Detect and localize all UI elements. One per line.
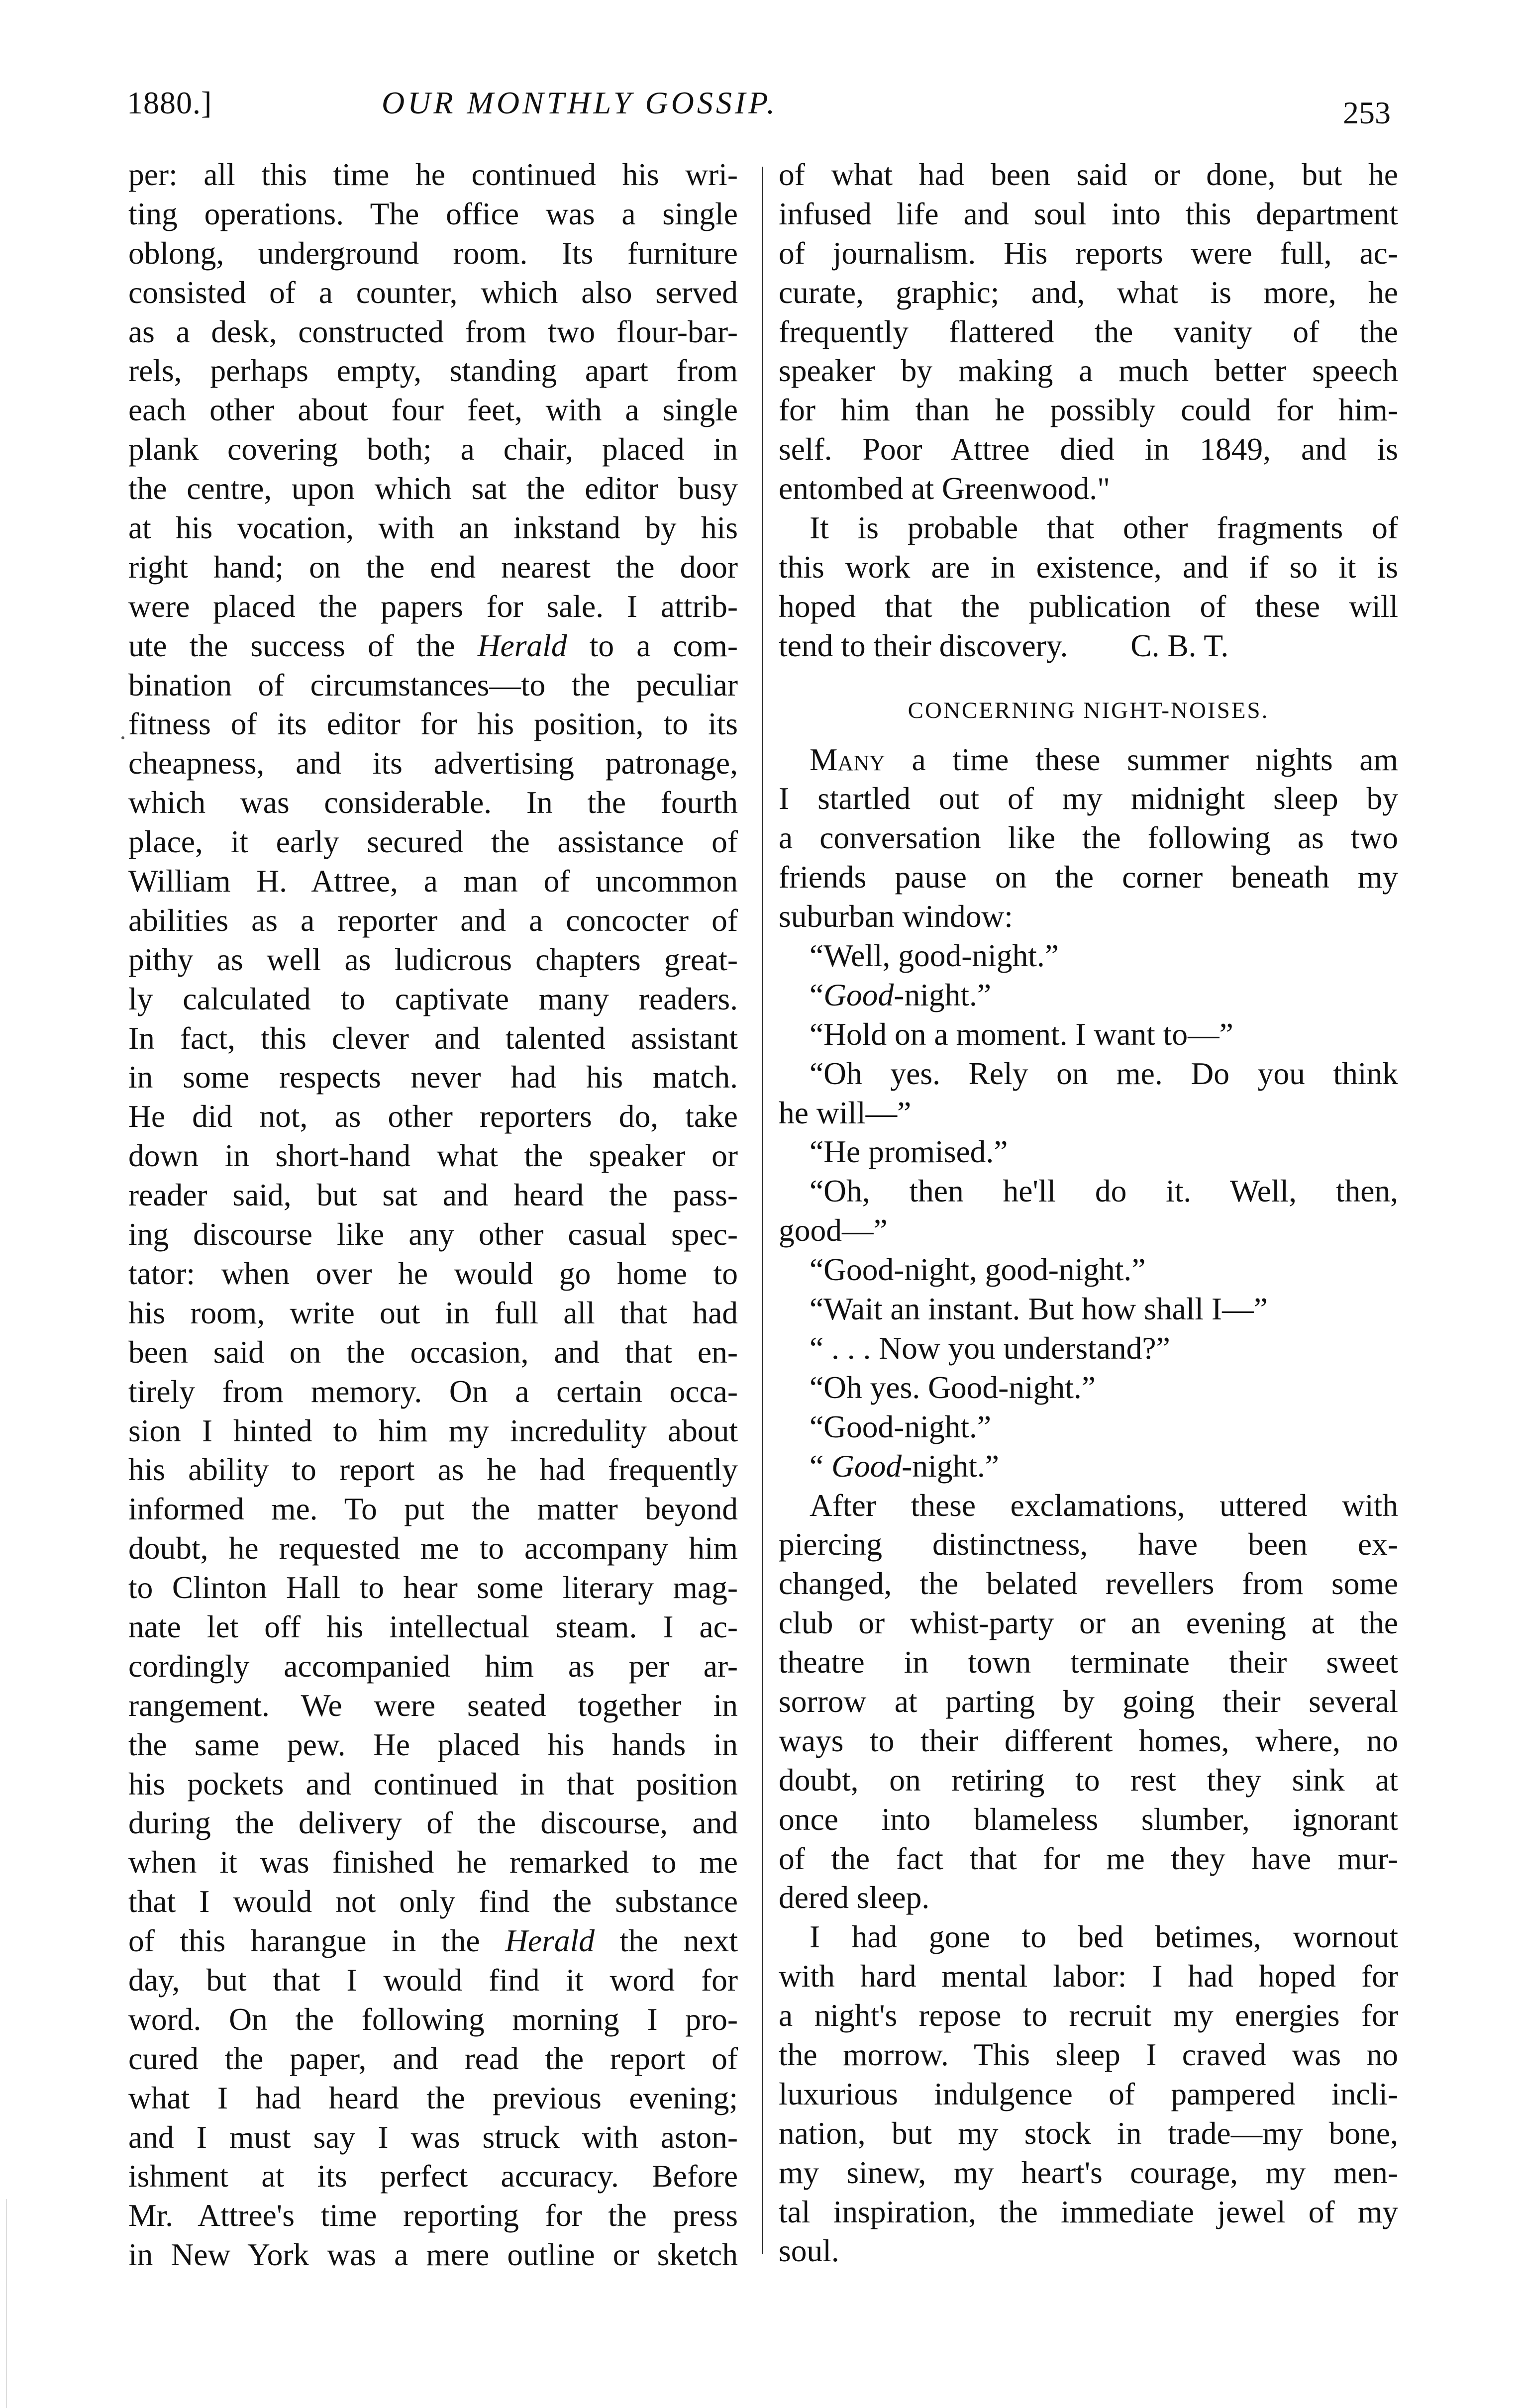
line-text: in New York was a mere outline or sketch (128, 2237, 738, 2273)
quote-line (779, 195, 1398, 234)
left-column-line (128, 2000, 738, 2039)
left-column-line (128, 587, 738, 626)
line-text: club or whist-party or an evening at the (779, 1605, 1398, 1641)
final-line (779, 1917, 1398, 1957)
line-text: sorrow at parting by going their several (779, 1683, 1398, 1719)
left-column-line (128, 1843, 738, 1882)
right-column (779, 155, 1398, 2271)
line-text: each other about four feet, with a single (128, 392, 738, 428)
line-text: cured the paper, and read the report of (128, 2040, 738, 2076)
left-column-line (128, 666, 738, 705)
dialogue-line (779, 1211, 1398, 1250)
line-text: once into blameless slumber, ignorant (779, 1801, 1398, 1837)
after-line (779, 1604, 1398, 1643)
after-line (779, 1643, 1398, 1682)
line-text: “ . . . Now you understand?” (810, 1330, 1170, 1366)
line-text: nation, but my stock in trade—my bone, (779, 2115, 1398, 2151)
line-text: as a desk, constructed from two flour-bar- (128, 313, 738, 349)
line-text: down in short-hand what the speaker or (128, 1138, 738, 1174)
line-text: infused life and soul into this department (779, 196, 1398, 231)
left-column-line (128, 1176, 738, 1215)
line-text: right hand; on the end nearest the door (128, 549, 738, 585)
dialogue-block (779, 936, 1398, 1486)
dialogue-line (779, 936, 1398, 976)
final-line (779, 2231, 1398, 2271)
left-column-line (128, 1882, 738, 1921)
left-column-line (128, 1333, 738, 1372)
final-line (779, 1957, 1398, 1996)
line-text: the morrow. This sleep I craved was no (779, 2036, 1398, 2072)
line-text: of journalism. His reports were full, ac- (779, 235, 1398, 271)
line-text: curate, graphic; and, what is more, he (779, 274, 1398, 310)
quote-line (779, 351, 1398, 391)
line-text: nate let off his intellectual steam. I ac- (128, 1608, 738, 1644)
italic-emphasis: Herald (505, 1923, 595, 1959)
line-text: “Good-night.” (810, 1408, 992, 1444)
line-text: “ (810, 977, 824, 1012)
left-column-line (128, 508, 738, 548)
left-column-line (128, 155, 738, 195)
line-text: place, it early secured the assistance of (128, 824, 738, 860)
quote-line (779, 430, 1398, 469)
line-text: “Wait an instant. But how shall I—” (810, 1291, 1268, 1327)
line-text: his room, write out in full all that had (128, 1295, 738, 1330)
left-column-line (128, 391, 738, 430)
dialogue-line (779, 1329, 1398, 1368)
running-head-title: OUR MONTHLY GOSSIP. (381, 85, 778, 120)
left-column-line (128, 548, 738, 587)
closing-line (779, 548, 1398, 587)
line-text: fitness of its editor for his position, to its (128, 706, 738, 742)
left-column-line (128, 2118, 738, 2157)
line-text: with hard mental labor: I had hoped for (779, 1958, 1398, 1994)
line-text: -night.” (894, 977, 992, 1012)
closing-line (779, 587, 1398, 626)
left-column-line (128, 1921, 738, 1961)
dialogue-line (779, 1094, 1398, 1133)
left-column-line (128, 1725, 738, 1765)
opening-smallcaps-word: Many (810, 741, 885, 777)
line-text: tirely from memory. On a certain occa- (128, 1373, 738, 1409)
after-line (779, 1800, 1398, 1839)
line-text: I startled out of my midnight sleep by (779, 781, 1398, 816)
line-text: self. Poor Attree died in 1849, and is (779, 431, 1398, 467)
dialogue-line (779, 1407, 1398, 1447)
quote-line (779, 312, 1398, 352)
closing-paragraph (779, 508, 1398, 626)
left-column-line (128, 626, 738, 666)
line-text: piercing distinctness, have been ex- (779, 1526, 1398, 1562)
opening-line (779, 740, 1398, 780)
final-line (779, 2035, 1398, 2075)
left-column (128, 155, 738, 2275)
quote-line (779, 273, 1398, 312)
left-column-line (128, 1136, 738, 1176)
line-text: frequently flattered the vanity of the (779, 313, 1398, 349)
after-line (779, 1721, 1398, 1761)
line-text: doubt, on retiring to rest they sink at (779, 1762, 1398, 1798)
after-line (779, 1525, 1398, 1564)
line-text: suburban window: (779, 899, 1013, 934)
dialogue-line (779, 1172, 1398, 1211)
italic-emphasis: Good (831, 1448, 902, 1484)
opening-line (779, 897, 1398, 936)
line-text: cheapness, and its advertising patronage, (128, 745, 738, 781)
line-text: pithy as well as ludicrous chapters great- (128, 941, 738, 977)
left-column-line (128, 901, 738, 940)
left-column-line (128, 2196, 738, 2235)
dialogue-line (779, 1054, 1398, 1094)
line-text: doubt, he requested me to accompany him (128, 1530, 738, 1566)
after-line (779, 1839, 1398, 1879)
line-text: tator: when over he would go home to (128, 1255, 738, 1291)
line-text: “Oh, then he'll do it. Well, then, (810, 1173, 1398, 1209)
line-text: per: all this time he continued his wri- (128, 157, 738, 192)
line-text: of this harangue in the (128, 1923, 506, 1959)
line-text: “Well, good-night.” (810, 938, 1059, 974)
line-text: cordingly accompanied him as per ar- (128, 1648, 738, 1684)
left-column-line (128, 1411, 738, 1451)
left-column-line (128, 1215, 738, 1254)
line-text: entombed at Greenwood." (779, 471, 1111, 506)
final-line (779, 2114, 1398, 2153)
line-text: dered sleep. (779, 1880, 930, 1915)
line-text: ways to their different homes, where, no (779, 1722, 1398, 1758)
left-column-line (128, 704, 738, 744)
final-line (779, 2193, 1398, 2232)
line-text: word. On the following morning I pro- (128, 2001, 738, 2037)
line-text: “Oh yes. Good-night.” (810, 1369, 1096, 1405)
line-text: Mr. Attree's time reporting for the press (128, 2198, 738, 2233)
line-text: tal inspiration, the immediate jewel of my (779, 2194, 1398, 2229)
left-column-line (128, 1254, 738, 1294)
line-text: ing discourse like any other casual spec- (128, 1216, 738, 1252)
left-column-line (128, 1097, 738, 1136)
left-column-line (128, 1058, 738, 1097)
line-text: good—” (779, 1212, 888, 1248)
opening-line-text: a time these summer nights am (885, 741, 1398, 777)
final-line (779, 1996, 1398, 2035)
opening-line (779, 858, 1398, 897)
line-text: were placed the papers for sale. I attrib- (128, 588, 738, 624)
line-text: that I would not only find the substance (128, 1884, 738, 1919)
opening-paragraph (779, 779, 1398, 936)
line-text: the next (594, 1923, 738, 1959)
line-text: rels, perhaps empty, standing apart from (128, 353, 738, 389)
final-line (779, 2075, 1398, 2114)
left-column-line (128, 1607, 738, 1647)
left-column-line (128, 1961, 738, 2000)
left-column-line (128, 273, 738, 312)
line-text: for him than he possibly could for him- (779, 392, 1398, 428)
line-text: “ (810, 1448, 832, 1484)
left-column-line (128, 195, 738, 234)
line-text: ting operations. The office was a single (128, 196, 738, 231)
line-text: which was considerable. In the fourth (128, 785, 738, 820)
left-column-line (128, 1686, 738, 1725)
left-column-line (128, 744, 738, 783)
line-text: oblong, underground room. Its furniture (128, 235, 738, 271)
line-text: at his vocation, with an inkstand by his (128, 510, 738, 546)
line-text: “Hold on a moment. I want to—” (810, 1016, 1233, 1052)
dialogue-line (779, 1132, 1398, 1172)
left-column-line (128, 980, 738, 1019)
left-column-line (128, 1490, 738, 1529)
line-text: his ability to report as he had frequently (128, 1452, 738, 1488)
line-text: soul. (779, 2233, 839, 2269)
line-text: plank covering both; a chair, placed in (128, 431, 738, 467)
after-line (779, 1761, 1398, 1800)
dialogue-line (779, 976, 1398, 1015)
line-text: It is probable that other fragments of (810, 510, 1398, 546)
line-text: William H. Attree, a man of uncommon (128, 863, 738, 899)
left-column-line (128, 1294, 738, 1333)
page-number: 253 (1343, 95, 1391, 130)
closing-last-text: tend to their discovery. (779, 627, 1068, 663)
print-smudge-mark (121, 736, 124, 739)
line-text: reader said, but sat and heard the pass- (128, 1177, 738, 1213)
line-text: he will—” (779, 1095, 912, 1130)
left-column-line (128, 1529, 738, 1568)
line-text: to Clinton Hall to hear some literary mag- (128, 1570, 738, 1605)
dialogue-line (779, 1368, 1398, 1407)
line-text: what I had heard the previous evening; (128, 2080, 738, 2115)
left-column-line (128, 469, 738, 508)
dialogue-line (779, 1290, 1398, 1329)
closing-line (779, 508, 1398, 548)
running-head-year: 1880.] (127, 85, 212, 120)
line-text: rangement. We were seated together in (128, 1687, 738, 1723)
page-edge-mark (6, 2199, 7, 2408)
line-text: In fact, this clever and talented assistant (128, 1020, 738, 1056)
left-column-line (128, 822, 738, 862)
left-column-line (128, 783, 738, 822)
opening-line (779, 779, 1398, 818)
left-column-line (128, 430, 738, 469)
after-paragraph (779, 1486, 1398, 1918)
line-text: my sinew, my heart's courage, my men- (779, 2154, 1398, 2190)
left-column-line (128, 2079, 738, 2118)
final-paragraph (779, 1917, 1398, 2271)
line-text: when it was finished he remarked to me (128, 1844, 738, 1880)
line-text: consisted of a counter, which also served (128, 274, 738, 310)
left-column-line (128, 1568, 738, 1607)
line-text: of what had been said or done, but he (779, 157, 1398, 192)
after-line (779, 1878, 1398, 1917)
after-line (779, 1486, 1398, 1525)
italic-emphasis: Good (823, 977, 894, 1012)
line-text: “He promised.” (810, 1134, 1008, 1170)
dialogue-line (779, 1250, 1398, 1290)
line-text: friends pause on the corner beneath my (779, 859, 1398, 895)
left-column-line (128, 862, 738, 901)
left-column-line (128, 234, 738, 273)
line-text: I had gone to bed betimes, wornout (810, 1919, 1398, 1955)
running-head (127, 80, 1391, 139)
continued-quote-paragraph (779, 155, 1398, 508)
line-text: informed me. To put the matter beyond (128, 1491, 738, 1527)
line-text: “Oh yes. Rely on me. Do you think (810, 1055, 1398, 1091)
line-text: to a com- (567, 627, 738, 663)
line-text: abilities as a reporter and a concocter of (128, 902, 738, 938)
line-text: ishment at its perfect accuracy. Before (128, 2158, 738, 2194)
section-heading: CONCERNING NIGHT-NOISES. (908, 697, 1269, 723)
line-text: a conversation like the following as two (779, 820, 1398, 856)
column-divider-rule (762, 167, 763, 2254)
left-column-line (128, 2235, 738, 2275)
line-text: this work are in existence, and if so it is (779, 549, 1398, 585)
left-column-line (128, 940, 738, 980)
dialogue-line (779, 1447, 1398, 1486)
line-text: the centre, upon which sat the editor busy (128, 471, 738, 506)
left-column-line (128, 2039, 738, 2079)
line-text: of the fact that for me they have mur- (779, 1840, 1398, 1876)
after-line (779, 1682, 1398, 1721)
quote-line (779, 234, 1398, 273)
opening-line (779, 818, 1398, 858)
line-text: bination of circumstances—to the peculiar (128, 667, 738, 702)
line-text: been said on the occasion, and that en- (128, 1334, 738, 1370)
line-text: hoped that the publication of these will (779, 588, 1398, 624)
quote-line (779, 155, 1398, 195)
left-column-line (128, 1765, 738, 1804)
quote-line (779, 391, 1398, 430)
line-text: -night.” (902, 1448, 999, 1484)
line-text: the same pew. He placed his hands in (128, 1726, 738, 1762)
line-text: day, but that I would find it word for (128, 1962, 738, 1998)
left-column-line (128, 1019, 738, 1058)
quote-line (779, 469, 1398, 508)
closing-last-line (779, 626, 1398, 666)
line-text: sion I hinted to him my incredulity about (128, 1412, 738, 1448)
left-column-line (128, 1804, 738, 1843)
left-column-line (128, 312, 738, 352)
dialogue-line (779, 1015, 1398, 1054)
line-text: luxurious indulgence of pampered incli- (779, 2076, 1398, 2111)
line-text: He did not, as other reporters do, take (128, 1099, 738, 1134)
left-column-line (128, 2157, 738, 2196)
left-column-line (128, 1647, 738, 1686)
signature-initials: C. B. T. (1130, 627, 1229, 663)
line-text: ly calculated to captivate many readers. (128, 981, 738, 1016)
left-column-line (128, 351, 738, 391)
after-line (779, 1564, 1398, 1604)
line-text: a night's repose to recruit my energies for (779, 1998, 1398, 2033)
line-text: during the delivery of the discourse, and (128, 1805, 738, 1841)
line-text: After these exclamations, uttered with (810, 1487, 1398, 1523)
left-column-line (128, 1372, 738, 1411)
line-text: ute the success of the (128, 627, 478, 663)
line-text: his pockets and continued in that position (128, 1766, 738, 1802)
line-text: and I must say I was struck with aston- (128, 2119, 738, 2155)
italic-emphasis: Herald (477, 627, 567, 663)
line-text: “Good-night, good-night.” (810, 1252, 1146, 1288)
line-text: in some respects never had his match. (128, 1059, 738, 1095)
line-text: theatre in town terminate their sweet (779, 1644, 1398, 1680)
line-text: changed, the belated revellers from some (779, 1566, 1398, 1602)
final-line (779, 2153, 1398, 2193)
left-column-line (128, 1450, 738, 1490)
line-text: speaker by making a much better speech (779, 353, 1398, 389)
